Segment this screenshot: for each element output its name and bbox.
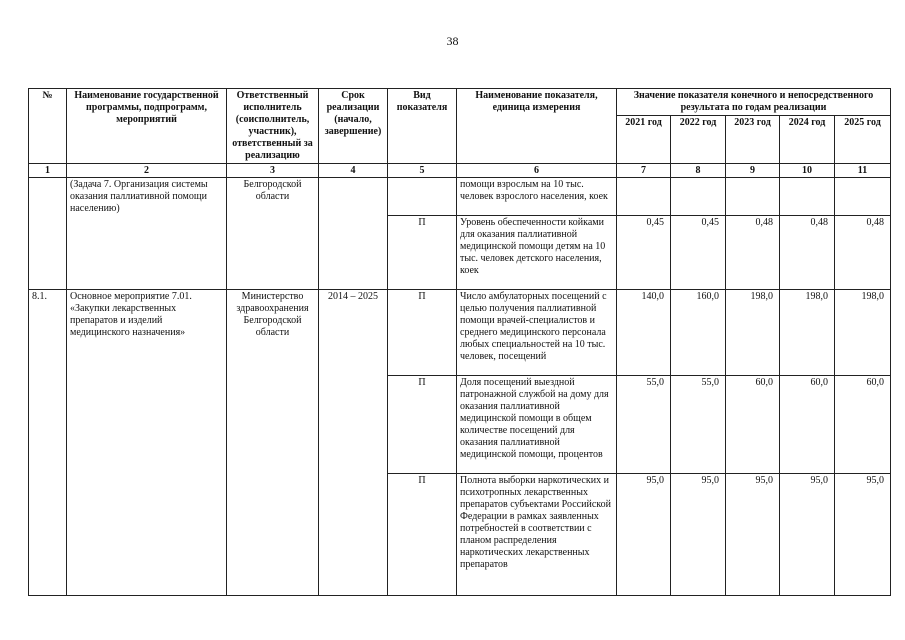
column-number: 10 — [780, 164, 835, 178]
indicator-kind: П — [388, 474, 457, 596]
header-kind: Вид показателя — [388, 89, 457, 164]
value-2023: 60,0 — [726, 376, 780, 474]
indicators-table — [28, 88, 891, 596]
header-values-group: Значение показателя конечного и непосредственного результата по годам реализации — [617, 89, 891, 116]
header-row — [29, 89, 891, 116]
indicator-name: помощи взрослым на 10 тыс. человек взрослого населения, коек — [457, 178, 617, 216]
term — [319, 178, 388, 290]
header-year-2022: 2022 год — [671, 116, 726, 164]
header-year-2021: 2021 год — [617, 116, 671, 164]
value-2022: 95,0 — [671, 474, 726, 596]
page-number: 38 — [446, 34, 459, 48]
term: 2014 – 2025 — [319, 290, 388, 596]
header-executor: Ответственный исполнитель (соисполнитель, участник), ответственный за реализацию — [227, 89, 319, 164]
column-number: 8 — [671, 164, 726, 178]
value-2024: 198,0 — [780, 290, 835, 376]
value-2023: 0,48 — [726, 216, 780, 290]
value-2022: 55,0 — [671, 376, 726, 474]
executor: Министерство здравоохранения Белгородской области — [227, 290, 319, 596]
header-year-2023: 2023 год — [726, 116, 780, 164]
value-2021: 140,0 — [617, 290, 671, 376]
value-2025: 95,0 — [835, 474, 891, 596]
column-number: 7 — [617, 164, 671, 178]
header-year-2025: 2025 год — [835, 116, 891, 164]
header-term: Срок реализации (начало, завершение) — [319, 89, 388, 164]
value-2024: 0,48 — [780, 216, 835, 290]
value-2021 — [617, 178, 671, 216]
task-name: (Задача 7. Организация системы оказания паллиативной помощи населению) — [67, 178, 227, 290]
column-number: 9 — [726, 164, 780, 178]
indicator-kind — [388, 178, 457, 216]
column-numbers-row — [29, 164, 891, 178]
table-row — [29, 290, 891, 376]
column-number: 3 — [227, 164, 319, 178]
row-num: 8.1. — [29, 290, 67, 596]
value-2023: 95,0 — [726, 474, 780, 596]
column-number: 4 — [319, 164, 388, 178]
executor: Белгородской области — [227, 178, 319, 290]
header-indicator: Наименование показателя, единица измерения — [457, 89, 617, 164]
column-number: 11 — [835, 164, 891, 178]
value-2022: 0,45 — [671, 216, 726, 290]
column-number: 5 — [388, 164, 457, 178]
value-2025: 198,0 — [835, 290, 891, 376]
header-num: № — [29, 89, 67, 164]
value-2021: 55,0 — [617, 376, 671, 474]
indicator-name: Число амбулаторных посещений с целью получения паллиативной помощи врачей-специалистов и среднего медицинского персонала любых специальностей на 10 тыс. человек, посещений — [457, 290, 617, 376]
column-number: 6 — [457, 164, 617, 178]
indicator-kind: П — [388, 290, 457, 376]
value-2024 — [780, 178, 835, 216]
value-2023 — [726, 178, 780, 216]
column-number: 2 — [67, 164, 227, 178]
value-2021: 0,45 — [617, 216, 671, 290]
value-2024: 60,0 — [780, 376, 835, 474]
value-2025: 0,48 — [835, 216, 891, 290]
value-2021: 95,0 — [617, 474, 671, 596]
indicator-name: Уровень обеспеченности койками для оказания паллиативной медицинской помощи детям на 10 тыс. человек детского населения, коек — [457, 216, 617, 290]
value-2024: 95,0 — [780, 474, 835, 596]
value-2025: 60,0 — [835, 376, 891, 474]
value-2022: 160,0 — [671, 290, 726, 376]
indicator-name: Полнота выборки наркотических и психотропных лекарственных препаратов субъектами Российской Федерации в рамках заявленных потребностей в соответствии с планом распределения наркотических лекарственных препаратов — [457, 474, 617, 596]
value-2023: 198,0 — [726, 290, 780, 376]
header-name: Наименование государственной программы, подпрограмм, мероприятий — [67, 89, 227, 164]
measure-name: Основное мероприятие 7.01. «Закупки лекарственных препаратов и изделий медицинского назначения» — [67, 290, 227, 596]
value-2025 — [835, 178, 891, 216]
row-num — [29, 178, 67, 290]
indicator-kind: П — [388, 216, 457, 290]
indicator-kind: П — [388, 376, 457, 474]
column-number: 1 — [29, 164, 67, 178]
indicator-name: Доля посещений выездной патронажной службой на дому для оказания паллиативной медицинской помощи в общем количестве посещений для оказания паллиативной медицинской помощи, процентов — [457, 376, 617, 474]
value-2022 — [671, 178, 726, 216]
header-year-2024: 2024 год — [780, 116, 835, 164]
table-row — [29, 178, 891, 216]
